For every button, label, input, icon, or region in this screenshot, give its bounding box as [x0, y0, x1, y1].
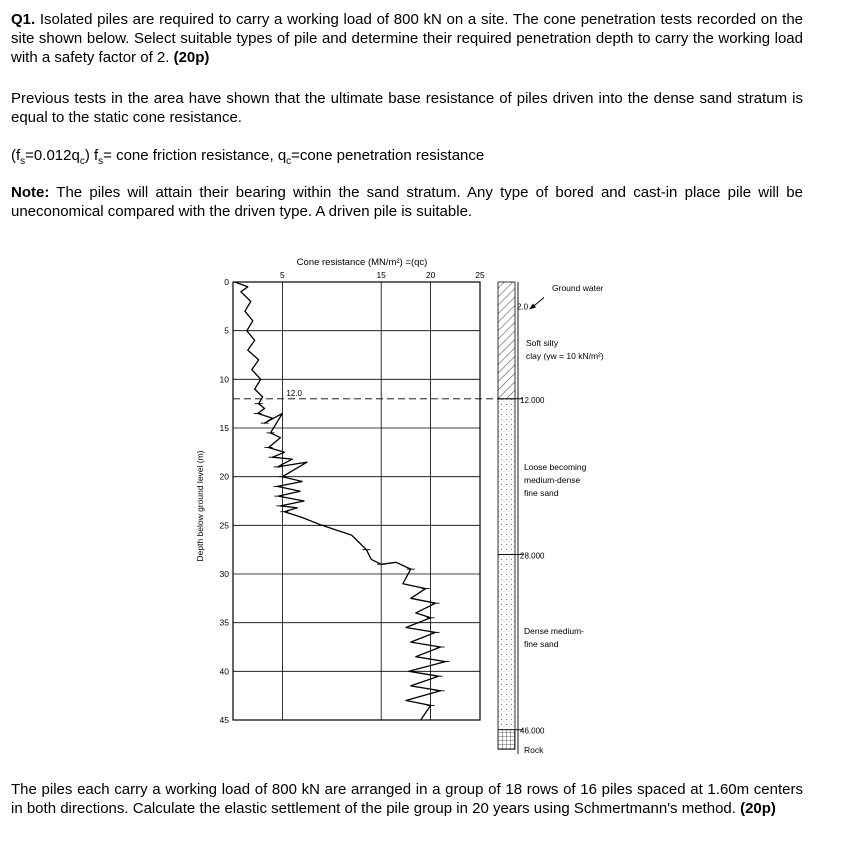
layer-clay-label-2: clay (γw = 10 kN/m²) — [526, 351, 604, 361]
y-tick-10: 10 — [219, 374, 229, 385]
cone-resistance-curve — [235, 282, 445, 720]
formula-eq: =0.012q — [25, 147, 80, 164]
y-tick-0: 0 — [224, 277, 229, 287]
y-tick-20: 20 — [219, 471, 229, 482]
x-tick-20: 20 — [425, 270, 436, 280]
boundary-label-0: 12.000 — [520, 395, 545, 405]
layer-loose-sand — [498, 399, 515, 555]
ground-water-depth-label: 2.0 — [517, 302, 529, 312]
question-1-label: Q1. — [11, 11, 36, 28]
previous-tests-paragraph: Previous tests in the area have shown that the ultimate base resistance of piles driven into the dense sand stratum is equal to the static cone resistance. — [11, 90, 803, 126]
y-tick-15: 15 — [219, 423, 229, 433]
question-1 — [11, 10, 803, 67]
soil-profile — [498, 282, 523, 754]
layer-dense-label-2: fine sand — [524, 639, 559, 649]
layer-rock-label: Rock — [524, 745, 544, 755]
y-axis-label: Depth below ground level (m) — [195, 450, 205, 562]
question-2-text: The piles each carry a working load of 800 kN are arranged in a group of 18 rows of 16 piles spaced at 1.60m centers in both directions. Calculate the elastic settlement of the pile group in 20 years using Schmertmann's method. — [11, 781, 803, 817]
layer-loose-label-1: Loose becoming — [524, 462, 587, 472]
question-1-points: (20p) — [173, 49, 210, 66]
formula-sub-s1: s — [20, 156, 26, 167]
y-tick-5: 5 — [224, 325, 229, 336]
x-tick-5: 5 — [280, 270, 285, 280]
formula-def1: = cone friction resistance, q — [103, 147, 287, 164]
chart-title: Cone resistance (MN/m²) =(qc) — [296, 257, 428, 268]
x-tick-labels — [280, 270, 485, 280]
ground-water-arrow-icon — [529, 297, 544, 309]
x-tick-25: 25 — [475, 270, 485, 280]
grid-lines — [233, 282, 480, 720]
layer-clay-label-1: Soft silty — [526, 338, 559, 348]
layer-loose-label-2: medium-dense — [524, 475, 581, 485]
boundary-label-2: 46.000 — [520, 726, 545, 736]
formula-close: ) f — [84, 147, 99, 164]
layer-soft-silty-clay — [498, 282, 515, 399]
layer-loose-label-3: fine sand — [524, 488, 559, 498]
question-1-text: Isolated piles are required to carry a working load of 800 kN on a site. The cone penetration tests recorded on the site shown below. Select suitable types of pile and determine their required penetration depth to carry the working load with a safety factor of 2. — [11, 11, 803, 66]
formula-sub-c1: c — [79, 156, 85, 167]
y-tick-25: 25 — [219, 520, 229, 531]
formula-open: (f — [11, 147, 21, 164]
note-text: The piles will attain their bearing within the sand stratum. Any type of bored and cast-in place pile will be uneconomical compared with the driven type. A driven pile is suitable. — [11, 184, 803, 220]
formula-line — [11, 146, 803, 165]
boundary-label-1: 28.000 — [520, 551, 545, 561]
y-tick-35: 35 — [219, 617, 229, 628]
layer-rock — [498, 730, 515, 749]
x-tick-15: 15 — [376, 270, 386, 280]
note-label: Note: — [11, 184, 50, 201]
marker-label-12: 12.0 — [286, 388, 302, 398]
layer-dense-label-1: Dense medium- — [524, 626, 584, 636]
question-2-points: (20p) — [740, 800, 776, 817]
y-tick-45: 45 — [219, 715, 229, 725]
curve-tick-marks — [254, 404, 450, 706]
formula-def2: =cone penetration resistance — [291, 147, 485, 164]
cpt-figure — [190, 248, 630, 768]
question-2 — [11, 780, 803, 818]
formula-sub-c2: c — [286, 156, 292, 167]
boundary-ticks — [515, 399, 523, 730]
layer-dense-sand — [498, 555, 515, 730]
y-tick-30: 30 — [219, 569, 229, 579]
y-tick-40: 40 — [219, 666, 229, 677]
y-tick-labels — [220, 277, 230, 725]
ground-water-label: Ground water — [552, 283, 604, 293]
formula-sub-s2: s — [98, 156, 104, 167]
note-paragraph — [11, 183, 803, 221]
plot-frame — [233, 282, 480, 720]
boundary-labels — [520, 396, 545, 736]
